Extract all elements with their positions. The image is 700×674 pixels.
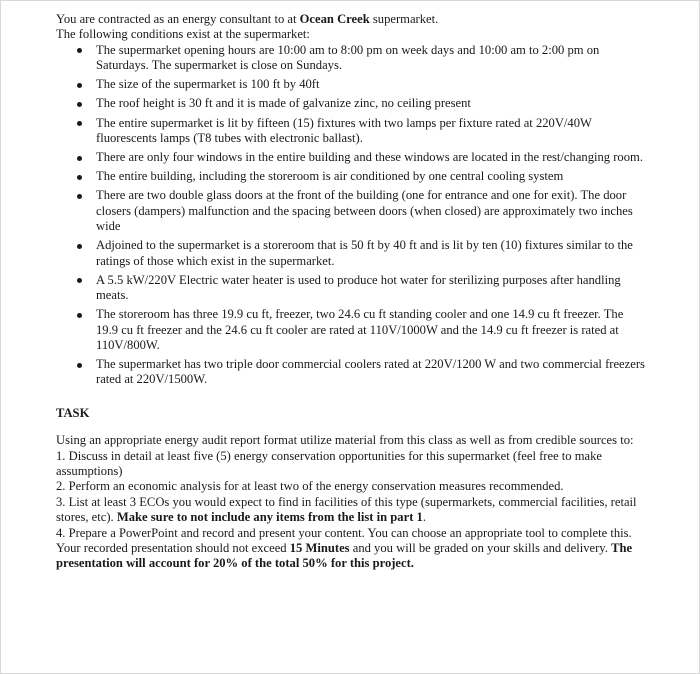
task-paragraph: Using an appropriate energy audit report format utilize material from this class as well as from credible sources to: [56,433,634,448]
intro-text-end: supermarket. [369,12,439,26]
task-item-3-end: . [422,510,426,525]
condition-item: The supermarket has two triple door commercial coolers rated at 220V/1200 W and two commercial freezers rated at 220V/1500W. [56,357,646,388]
condition-item: The entire supermarket is lit by fifteen (15) fixtures with two lamps per fixture rated at 220V/40W fluorescents lamps (T8 tubes with electronic ballast). [56,116,646,147]
task-heading: TASK [56,405,90,420]
task-item-3 [56,495,646,526]
condition-item: A 5.5 kW/220V Electric water heater is used to produce hot water for sterilizing purposes after handling meats. [56,273,646,304]
task-item-4-duration: 15 Minutes [289,541,350,556]
task-item-4-weight-note: The presentation will account for 20% of the total 50% for this project. [56,541,633,571]
condition-item: The size of the supermarket is 100 ft by 40ft [56,77,646,92]
task-item-4-mid: and you will be graded on your skills and delivery. [349,541,612,556]
task-item-2: 2. Perform an economic analysis for at least two of the energy conservation measures recommended. [56,479,564,494]
company-name: Ocean Creek [299,12,370,26]
intro-line-2: The following conditions exist at the supermarket: [56,27,310,42]
condition-item: The roof height is 30 ft and it is made of galvanize zinc, no ceiling present [56,96,646,111]
condition-item: The storeroom has three 19.9 cu ft, freezer, two 24.6 cu ft standing cooler and one 14.9 cu ft freezer. The 19.9 cu ft freezer and the 24.6 cu ft cooler are rated at 110V/1000W and the 14.9 cu ft freezer is rated at 110V/800W. [56,307,646,353]
intro-line-1 [56,12,646,27]
conditions-list [56,43,646,388]
document-content [56,12,646,572]
task-item-3-emphasis: Make sure to not include any items from the list in part 1 [116,510,423,525]
task-item-1: 1. Discuss in detail at least five (5) energy conservation opportunities for this supermarket (feel free to make assumptions) [56,448,603,479]
condition-item: The entire building, including the storeroom is air conditioned by one central cooling system [56,169,646,184]
condition-item: Adjoined to the supermarket is a storeroom that is 50 ft by 40 ft and is lit by ten (10) fixtures similar to the ratings of those which exist in the supermarket. [56,238,646,269]
task-item-3-text: 3. List at least 3 ECOs you would expect to find in facilities of this type (supermarkets, commercial facilities, retail stores, etc). [56,494,637,525]
intro-text: You are contracted as an energy consultant to at [56,12,300,26]
condition-item: There are two double glass doors at the front of the building (one for entrance and one for exit). The door closers (dampers) malfunction and the spacing between doors (when closed) are approximately two inches wide [56,188,646,234]
task-list [56,449,646,572]
task-item-4 [56,526,646,572]
condition-item: The supermarket opening hours are 10:00 am to 8:00 pm on week days and 10:00 am to 2:00 pm on Saturdays. The supermarket is close on Sundays. [56,43,646,74]
condition-item: There are only four windows in the entire building and these windows are located in the rest/changing room. [56,150,646,165]
task-item-4-text: 4. Prepare a PowerPoint and record and present your content. You can choose an appropriate tool to complete this. Your recorded presentation should not exceed [56,525,632,556]
